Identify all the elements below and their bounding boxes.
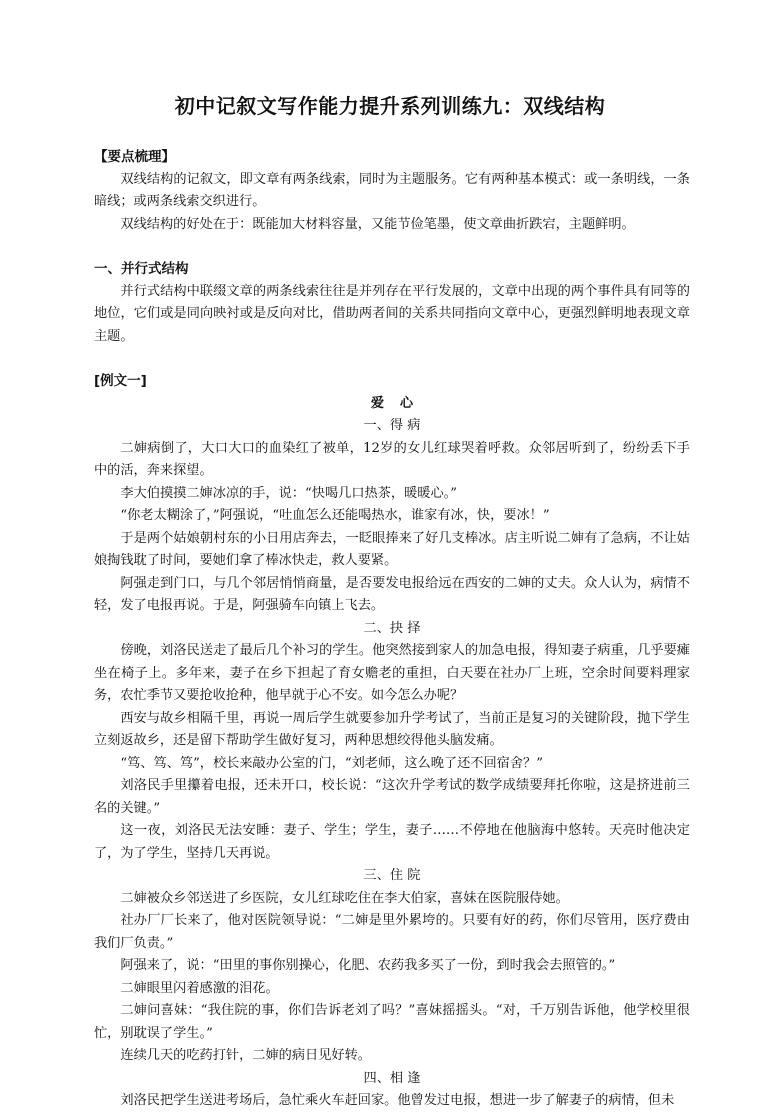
spacer	[94, 348, 690, 370]
document-body	[94, 146, 690, 1113]
paragraph: 双线结构的记叙文，即文章有两条线索，同时为主题服务。它有两种基本模式：或一条明线，一条暗线；或两条线索交织进行。	[94, 171, 690, 209]
part-heading: 三、住 院	[363, 868, 421, 883]
paragraph: 社办厂厂长来了，他对医院领导说：“二婶是里外累垮的。只要有好的药，你们尽管用，医疗费由我们厂负责。”	[94, 913, 690, 951]
part-heading: 一、得 病	[363, 418, 421, 433]
paragraph: 刘洛民把学生送进考场后，急忙乘火车赶回家。他曾发过电报，想进一步了解妻子的病情，但未	[120, 1093, 675, 1108]
paragraph: “笃、笃、笃”，校长来敲办公室的门，“刘老师，这么晚了还不回宿舍？”	[120, 755, 543, 771]
paragraph: 二婶问喜妹：“我住院的事，你们告诉老刘了吗？”喜妹摇摇头。“对，千万别告诉他，他学校里很忙，别耽误了学生。”	[94, 1003, 690, 1041]
paragraph: 阿强来了，说：“田里的事你别操心，化肥、农药我多买了一份，到时我会去照管的。”	[120, 958, 616, 973]
section-heading-parallel-structure: 一、并行式结构	[94, 261, 189, 277]
paragraph: “你老太糊涂了，”阿强说，“吐血怎么还能喝热水，谁家有冰，快，要冰！”	[120, 508, 550, 523]
page-title: 初中记叙文写作能力提升系列训练九：双线结构	[174, 94, 606, 118]
paragraph: 二婶被众乡邻送进了乡医院，女儿红球吃住在李大伯家，喜妹在医院服侍她。	[120, 890, 569, 906]
paragraph: 刘洛民手里攥着电报，还未开口，校长说：“这次升学考试的数学成绩要拜托你啦，这是挤进前三名的关键。”	[94, 778, 690, 816]
part-heading: 四、相 逢	[363, 1070, 421, 1086]
paragraph: 于是两个姑娘朝村东的小日用店奔去，一眨眼捧来了好几支棒冰。店主听说二婶有了急病，不让姑娘掏钱耽了时间，要她们拿了棒冰快走，救人要紧。	[94, 530, 690, 568]
story-title: 爱心	[370, 395, 429, 411]
part-heading: 二、抉 择	[363, 620, 421, 636]
section-heading-key-points: 【要点梳理】	[94, 149, 175, 165]
paragraph: 连续几天的吃药打针，二婶的病日见好转。	[120, 1048, 371, 1063]
paragraph: 傍晚，刘洛民送走了最后几个补习的学生。他突然接到家人的加急电报，得知妻子病重，几乎要瘫坐在椅子上。多年来，妻子在乡下担起了育女赡老的重担，白天要在社办厂上班，空余时间要料理家务，农忙季节又要抢收抢种，他早就于心不安。如今怎么办呢？	[94, 643, 690, 703]
paragraph: 二婶眼里闪着感激的泪花。	[120, 980, 279, 996]
paragraph: 二婶病倒了，大口大口的血染红了被单，12岁的女儿红球哭着呼救。众邻居听到了，纷纷丢下手中的活，奔来探望。	[94, 440, 690, 478]
paragraph: 李大伯摸摸二婶冰凉的手，说：“快喝几口热茶，暖暖心。”	[120, 485, 457, 501]
paragraph: 西安与故乡相隔千里，再说一周后学生就要参加升学考试了，当前正是复习的关键阶段，抛下学生立刻返故乡，还是留下帮助学生做好复习，两种思想绞得他头脑发痛。	[94, 710, 690, 748]
paragraph: 这一夜，刘洛民无法安睡：妻子、学生；学生，妻子……不停地在他脑海中悠转。天亮时他决定了，为了学生，坚持几天再说。	[94, 823, 690, 861]
paragraph: 并行式结构中联缀文章的两条线索往往是并列存在平行发展的，文章中出现的两个事件具有同等的地位，它们或是同向映衬或是反向对比，借助两者间的关系共同指向文章中心，更强烈鲜明地表现文章主题。	[94, 283, 690, 344]
paragraph: 阿强走到门口，与几个邻居悄悄商量，是否要发电报给远在西安的二婶的丈夫。众人认为，病情不轻，发了电报再说。于是，阿强骑车向镇上飞去。	[94, 575, 690, 613]
paragraph: 双线结构的好处在于：既能加大材料容量，又能节俭笔墨，使文章曲折跌宕，主题鲜明。	[120, 216, 635, 232]
example-label: [例文一]	[94, 373, 147, 389]
spacer	[94, 236, 690, 258]
